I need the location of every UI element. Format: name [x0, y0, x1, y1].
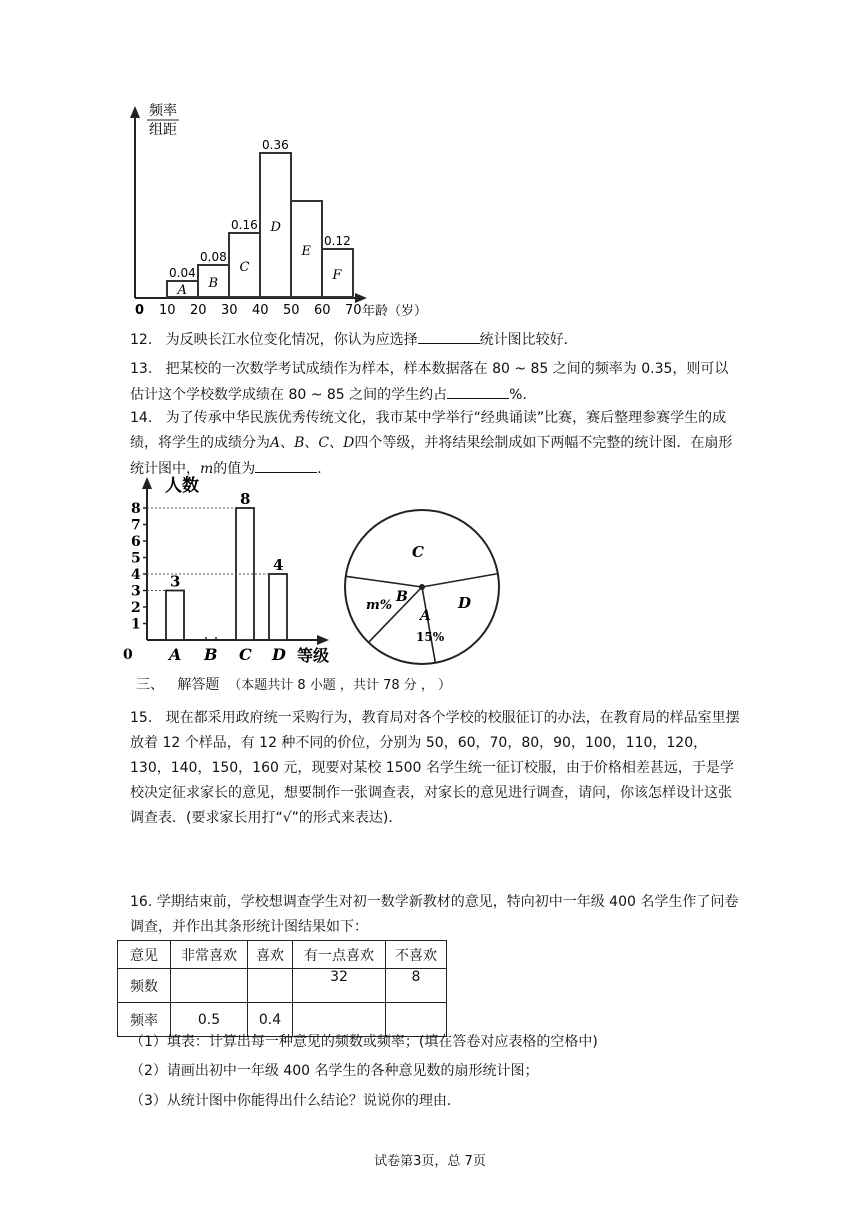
survey-table — [117, 940, 447, 1037]
q12-answer-blank[interactable] — [418, 327, 480, 344]
bar-y-tick: 6 — [131, 534, 141, 550]
q12-text: 为反映长江水位变化情况，你认为应选择 — [165, 332, 418, 348]
histogram-bar-label: 0.12 — [324, 234, 351, 248]
q14-number: 14. — [130, 410, 153, 426]
q15-text: 现在都采用政府统一采购行为，教育局对各个学校的校服征订的办法，在教育局的样品室里摆放着 12 个样品，有 12 种不同的价位，分别为 50，60，70，80，90，100，110，120，130，140，150，160 元，现要对某校 1500 名学生统一征订校服，由于价格相差甚远，于是学校决定征求家长的意见，想要制作一张调查表，对家长的意见进行调查，请问，你该怎样设计这张调查表．(要求家长用打“√”的形式来表达)． — [130, 710, 740, 826]
bar-category-label: A — [169, 645, 182, 664]
histogram-bar-letter: C — [239, 260, 250, 275]
histogram-ylabel-2: 组距 — [149, 122, 177, 138]
grade-a: A — [270, 435, 281, 451]
histogram-bar-letter: E — [301, 244, 311, 259]
histogram-x-arrow — [355, 293, 367, 303]
sep-3: 、 — [329, 435, 344, 451]
pie-label-m: m% — [366, 598, 393, 613]
pie-label-a-pct: 15% — [416, 630, 445, 644]
bar-x-arrow — [317, 635, 329, 645]
sep-2: 、 — [304, 435, 319, 451]
histogram-x-tick: 50 — [283, 303, 300, 318]
histogram-bar-letter: F — [332, 268, 342, 283]
bar-category-label: B — [204, 645, 218, 664]
bar-value-label: 8 — [240, 490, 251, 508]
bar-origin: 0 — [123, 647, 133, 663]
bar-y-tick: 8 — [131, 501, 141, 517]
histogram-bar-letter: A — [177, 283, 187, 298]
histogram-bar-label: 0.04 — [169, 266, 196, 280]
table-header-cell: 不喜欢 — [386, 941, 447, 969]
q16-sub-2 — [130, 1059, 750, 1084]
table-row-counts — [118, 969, 447, 1003]
q12-post: 统计图比较好． — [479, 332, 578, 348]
histogram-origin: 0 — [135, 303, 145, 318]
q13-number: 13. — [130, 361, 153, 377]
histogram-bar-label: 0.36 — [262, 138, 289, 152]
bar-xlabel: 等级 — [297, 646, 330, 665]
table-cell: 频数 — [118, 969, 171, 1003]
q14-text-1: 为了传承中华民族优秀传统文化，我市某中学举行“经典诵读”比赛，赛后整理参赛学生的成绩，将学生的成绩分为 — [130, 410, 727, 451]
question-14 — [130, 406, 740, 482]
grade-bar-chart — [115, 474, 340, 669]
q13-text: 把某校的一次数学考试成绩作为样本，样本数据落在 80 ~ 85 之间的频率为 0.35，则可以估计这个学校数学成绩在 80 ~ 85 之间的学生约占 — [130, 361, 729, 403]
histogram-xlabel: 年龄（岁） — [362, 304, 428, 319]
histogram-x-tick: 20 — [190, 303, 207, 318]
pie-label-b: B — [396, 589, 408, 605]
table-header-cell: 喜欢 — [248, 941, 293, 969]
bar-category-label: D — [272, 645, 286, 664]
histogram-x-tick: 60 — [314, 303, 331, 318]
grade-d: D — [343, 435, 355, 451]
section-3-heading — [136, 673, 746, 698]
section-3-title: 解答题 — [177, 677, 220, 693]
histogram-bar-letter: D — [270, 220, 281, 235]
bar-y-tick: 3 — [131, 583, 141, 600]
bar-y-tick: 1 — [131, 616, 141, 633]
bar-y-tick: 2 — [131, 600, 141, 616]
table-header-cell: 非常喜欢 — [171, 941, 248, 969]
bar-mark — [166, 591, 184, 641]
grade-pie-chart — [340, 505, 510, 670]
histogram-x-tick: 10 — [159, 303, 176, 318]
q14-var-m: m — [200, 461, 214, 477]
q12-number: 12. — [130, 332, 153, 348]
table-cell-blank[interactable] — [171, 969, 248, 1003]
bar-y-tick: 5 — [131, 550, 141, 567]
q16-sub-1-text: （1）填表：计算出每一种意见的频数或频率；(填在答卷对应表格的空格中) — [130, 1034, 598, 1050]
age-histogram — [115, 100, 455, 325]
sep-1: 、 — [280, 435, 295, 451]
table-cell: 频率 — [118, 1003, 171, 1037]
pie-label-a: A — [420, 608, 431, 624]
q16-sub-2-text: （2）请画出初中一年级 400 名学生的各种意见数的扇形统计图； — [130, 1063, 539, 1079]
section-3-number: 三、 — [136, 677, 164, 693]
question-13 — [130, 357, 740, 408]
histogram-ylabel-1: 频率 — [149, 103, 177, 119]
bar-y-tick: 4 — [131, 567, 141, 583]
q16-sub-1 — [130, 1030, 750, 1055]
q16-sub-3 — [130, 1089, 750, 1114]
question-15 — [130, 706, 740, 831]
question-16 — [130, 890, 740, 940]
histogram-x-tick: 40 — [252, 303, 269, 318]
q14-post: ． — [317, 461, 332, 477]
table-cell: 0.5 — [171, 1003, 248, 1037]
histogram-x-tick: 70 — [345, 303, 362, 318]
page-footer: 试卷第3页，总 7页 — [374, 1154, 486, 1169]
section-3-note: （本题共计 8 小题 ，共计 78 分 ， ） — [228, 678, 452, 693]
histogram-x-tick: 30 — [221, 303, 238, 318]
question-12 — [130, 327, 740, 353]
bar-category-label: C — [239, 645, 252, 664]
q16-sub-3-text: （3）从统计图中你能得出什么结论？说说你的理由． — [130, 1093, 461, 1109]
histogram-bar-letter: B — [208, 276, 219, 291]
table-cell-blank[interactable] — [248, 969, 293, 1003]
q13-answer-blank[interactable] — [447, 382, 509, 399]
q15-number: 15. — [130, 710, 153, 726]
bar-value-label: 4 — [273, 556, 284, 574]
bar-value-label: 3 — [170, 572, 181, 591]
bar-y-arrow — [142, 477, 152, 489]
table-header-cell: 意见 — [118, 941, 171, 969]
table-cell: 0.4 — [248, 1003, 293, 1037]
grade-c: C — [318, 435, 330, 451]
histogram-bar-label: 0.08 — [200, 250, 227, 264]
table-cell: 32 — [293, 969, 386, 1003]
q16-text: 学期结束前，学校想调查学生对初一数学新教材的意见，特向初中一年级 400 名学生作了问卷调查，并作出其条形统计图结果如下： — [130, 894, 739, 935]
bar-ylabel: 人数 — [165, 476, 199, 496]
pie-center-dot — [419, 584, 425, 590]
bar-mark — [269, 574, 287, 640]
table-cell: 8 — [386, 969, 447, 1003]
q13-post: %． — [509, 387, 537, 403]
bar-y-tick: 7 — [131, 517, 141, 534]
table-header-cell: 有一点喜欢 — [293, 941, 386, 969]
histogram-bar-label: 0.16 — [231, 218, 258, 232]
q14-text-2: 四个等级，并将结果绘制成如下两幅不完整的统计图．在扇形统计图中， — [130, 435, 733, 477]
grade-b: B — [294, 435, 305, 451]
table-header-row — [118, 941, 447, 969]
q16-number: 16. — [130, 894, 153, 910]
histogram-y-arrow — [130, 106, 140, 118]
q14-answer-blank[interactable] — [255, 456, 317, 473]
pie-label-d: D — [458, 594, 472, 612]
q14-text-3: 的值为 — [213, 461, 256, 477]
pie-label-c: C — [412, 543, 424, 561]
